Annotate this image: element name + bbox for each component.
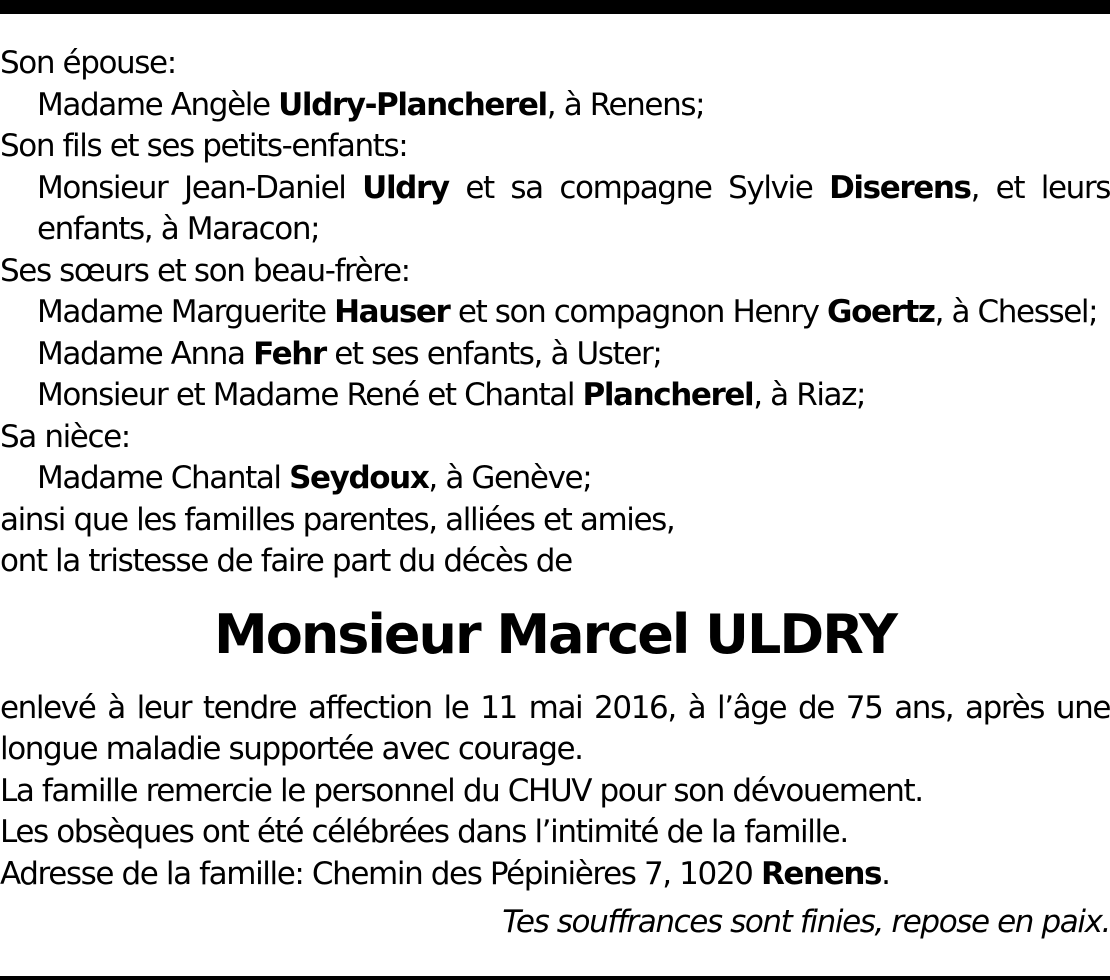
sibling-prefix: Monsieur et Madame René et Chantal: [37, 377, 583, 413]
deceased-name: Monsieur Marcel ULDRY: [214, 602, 896, 666]
son-heading: Son fils et ses petits-enfants:: [0, 128, 408, 164]
son-entry: [0, 168, 1110, 251]
spouse-suffix: , à Renens;: [546, 86, 705, 123]
death-details: enlevé à leur tendre affection le 11 mai 2016, à l’âge de 75 ans, après une longue maladie supportée avec courage.: [0, 689, 1110, 767]
spouse-heading: Son épouse:: [0, 45, 176, 81]
son-suffix: , et leurs enfants, à Maracon;: [37, 169, 1110, 247]
top-rule: [0, 0, 1110, 14]
niece-entry: [0, 458, 1110, 500]
closing-line: ainsi que les familles parentes, alliées et amies,: [0, 501, 675, 538]
spouse-entry: [0, 85, 1110, 127]
sibling-surname: Fehr: [253, 335, 326, 372]
address-city: Renens: [760, 855, 882, 892]
address-prefix: Adresse de la famille: Chemin des Pépinières 7, 1020: [0, 855, 761, 892]
niece-heading: Sa nièce:: [0, 418, 130, 455]
sibling-surname: Plancherel: [582, 377, 754, 413]
sibling-surname: Hauser: [334, 294, 450, 330]
obituary-notice: [0, 43, 1110, 944]
niece-suffix: , à Genève;: [428, 460, 592, 496]
sibling-suffix: et ses enfants, à Uster;: [325, 335, 662, 372]
sibling-partner-surname: Goertz: [827, 294, 935, 330]
siblings-heading: Ses sœurs et son beau-frère:: [0, 252, 410, 289]
bottom-rule: [0, 976, 1110, 980]
sibling-suffix: , à Riaz;: [753, 377, 866, 413]
sibling-middle: et son compagnon Henry: [449, 294, 828, 330]
sibling-entry-1: [0, 292, 1110, 334]
sibling-suffix: , à Chessel;: [934, 294, 1098, 330]
announcement-line: ont la tristesse de faire part du décès de: [0, 543, 572, 579]
family-address: [0, 854, 1110, 896]
epitaph: Tes souffrances sont finies, repose en paix.: [502, 904, 1110, 940]
sibling-entry-3: [0, 375, 1110, 417]
address-suffix: .: [881, 855, 890, 892]
sibling-entry-2: [0, 334, 1110, 376]
son-prefix: Monsieur Jean-Daniel: [37, 169, 363, 206]
sibling-prefix: Madame Marguerite: [37, 294, 335, 330]
son-partner-surname: Diserens: [829, 169, 971, 206]
spouse-surname: Uldry-Plancherel: [278, 86, 547, 123]
niece-prefix: Madame Chantal: [37, 460, 290, 496]
son-middle: et sa compagne Sylvie: [448, 169, 830, 206]
niece-surname: Seydoux: [289, 460, 429, 496]
funeral-line: Les obsèques ont été célébrées dans l’intimité de la famille.: [0, 814, 848, 850]
sibling-prefix: Madame Anna: [37, 335, 254, 372]
thanks-line: La famille remercie le personnel du CHUV pour son dévouement.: [0, 772, 923, 809]
son-surname: Uldry: [362, 169, 449, 206]
spouse-prefix: Madame Angèle: [37, 86, 279, 123]
